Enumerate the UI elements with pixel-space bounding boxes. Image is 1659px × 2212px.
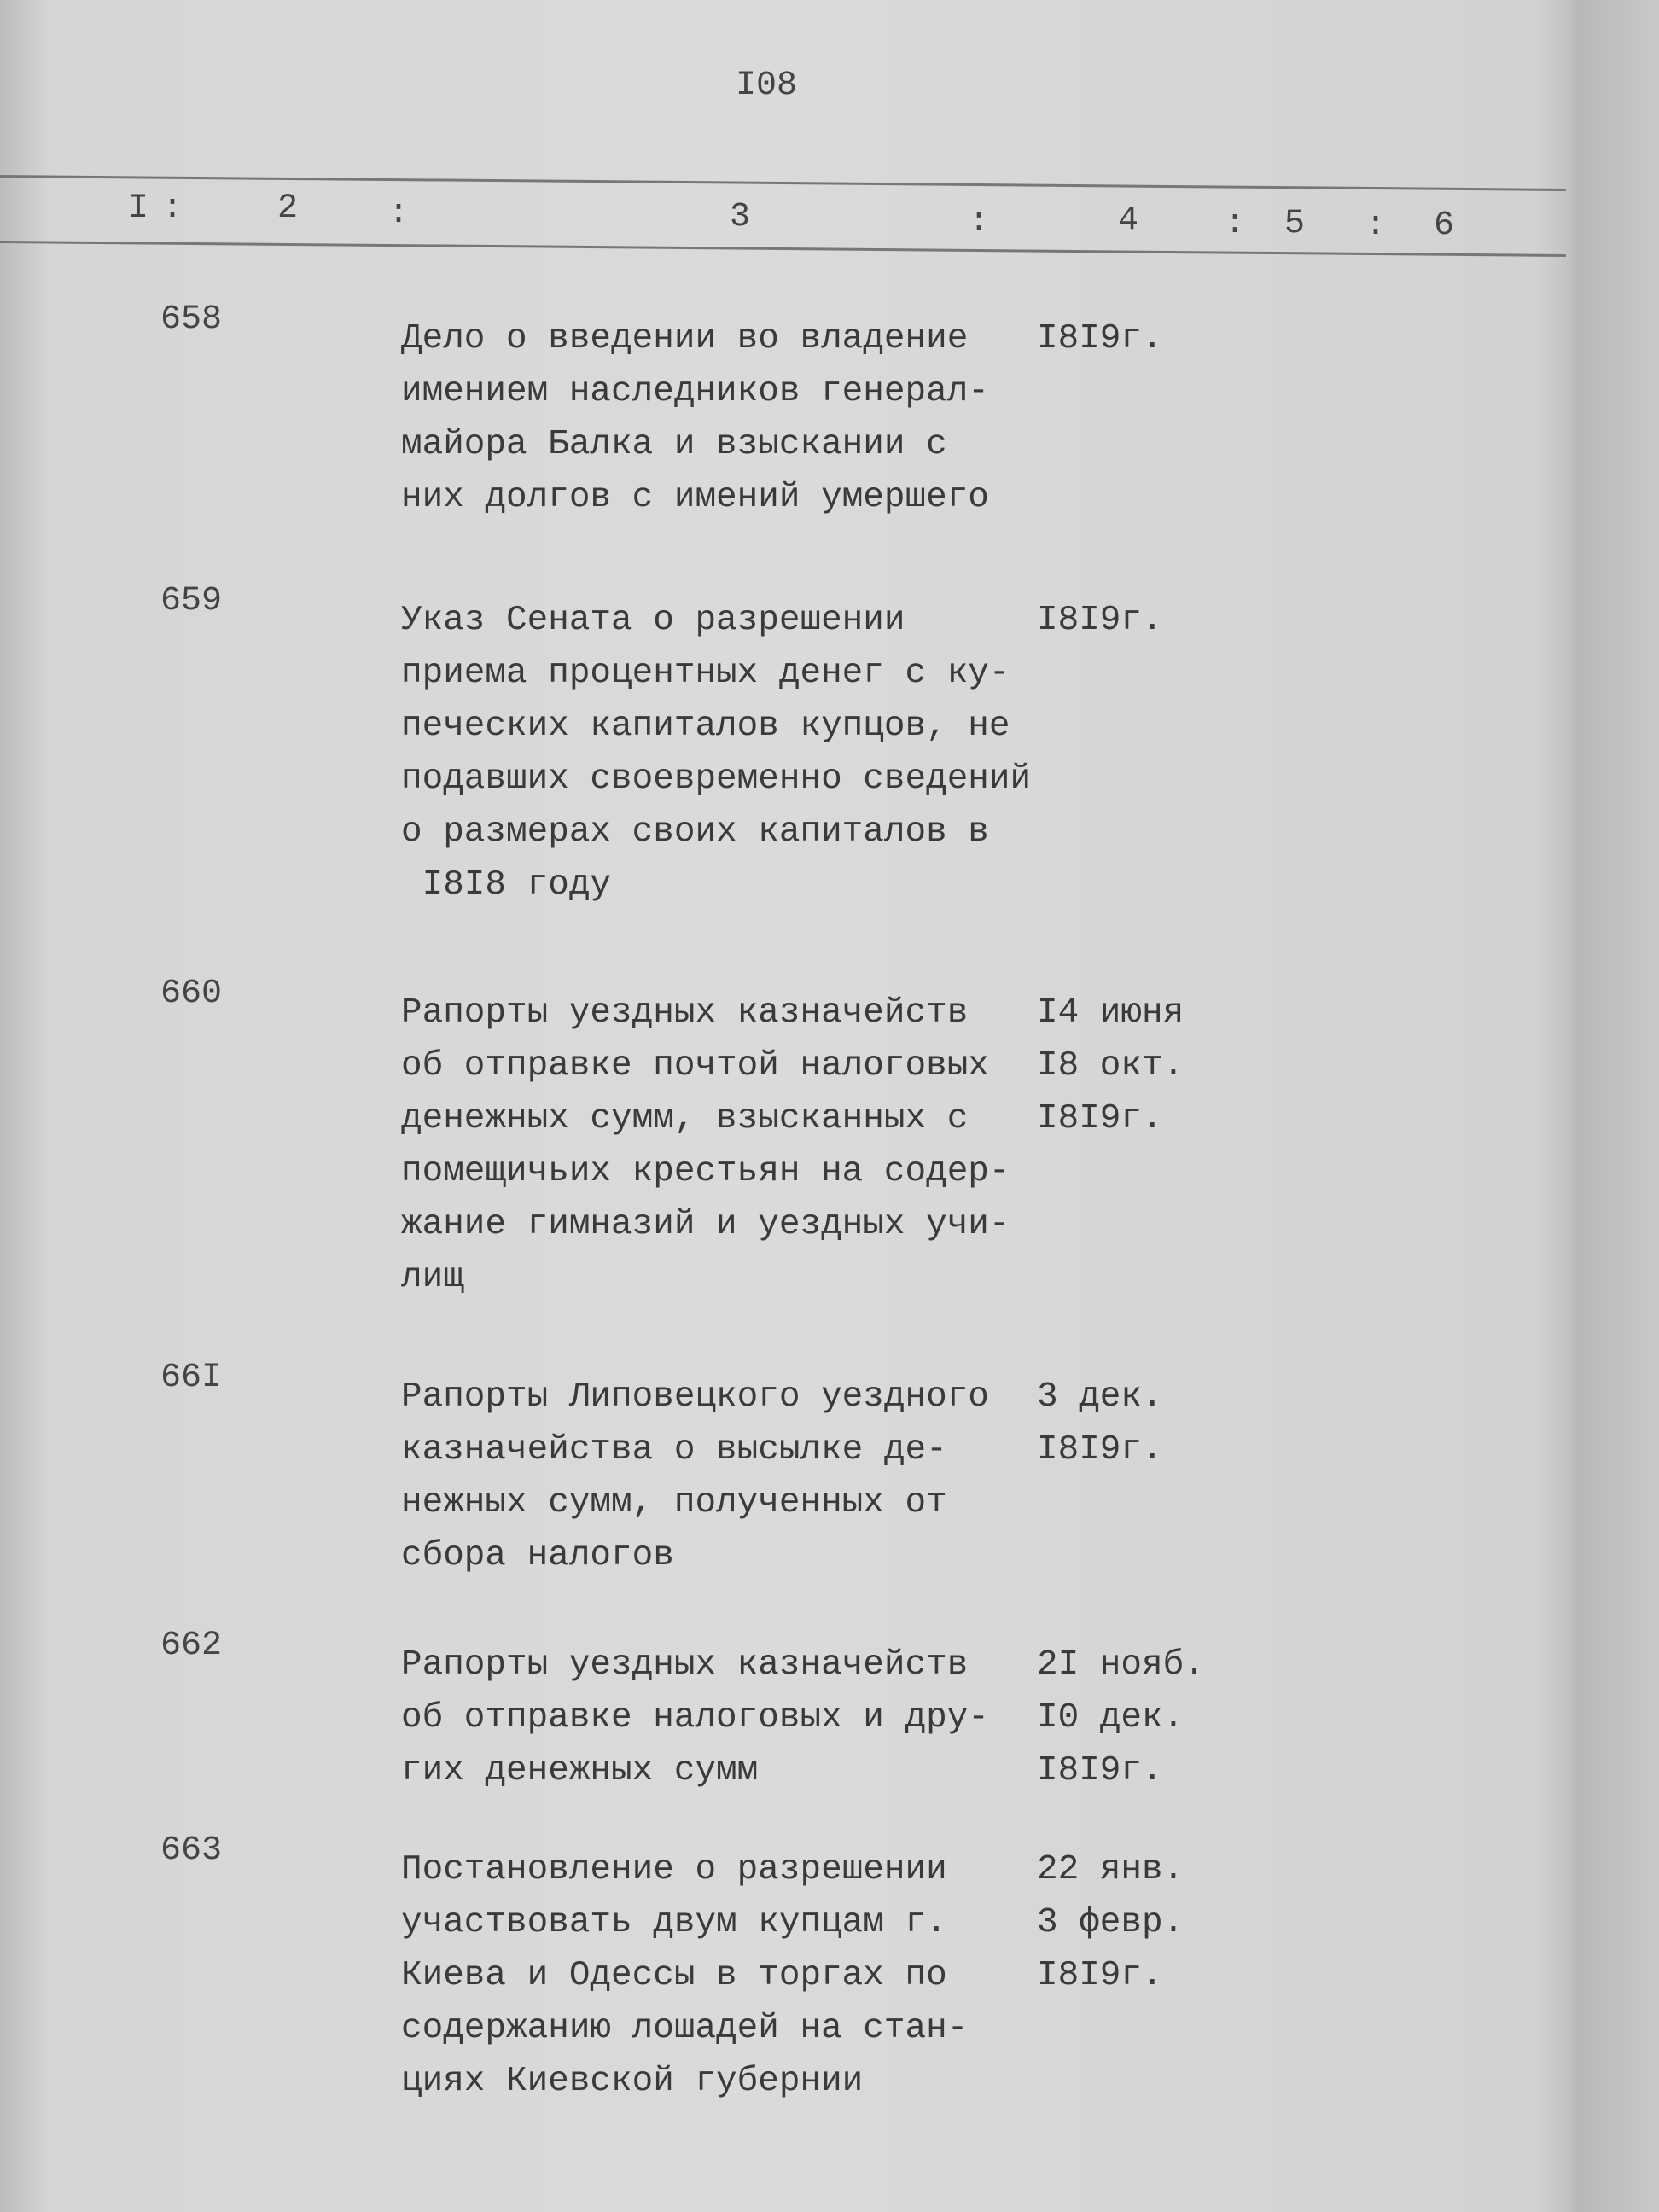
entry-date-line: I8 окт. — [1037, 1046, 1185, 1086]
entry-title-line: казначейства о высылке де- — [401, 1430, 947, 1470]
entry-title-line: нежных сумм, полученных от — [401, 1483, 947, 1522]
entry-title-line: печеских капиталов купцов, не — [401, 707, 1010, 746]
entry-date-line: I8I9г. — [1037, 601, 1163, 640]
header-top-rule — [0, 175, 1566, 191]
entry-title-line: имением наследников генерал- — [401, 372, 989, 411]
entry-dates — [1037, 1639, 1205, 1797]
entry-title-line: Указ Сената о разрешении — [401, 601, 905, 640]
entry-title-line: Дело о введении во владение — [401, 319, 969, 358]
entry-title-line: жание гимназий и уездных учи- — [401, 1205, 1010, 1244]
page-number: I08 — [736, 67, 798, 105]
entry-dates — [1037, 1371, 1163, 1476]
entry-title — [401, 594, 1031, 911]
entry-title — [401, 312, 989, 524]
entry-dates — [1037, 987, 1184, 1145]
entry-title — [401, 987, 1010, 1304]
column-header-3: 3 — [730, 198, 751, 236]
entry-title-line: майора Балка и взыскании с — [401, 425, 947, 464]
entry-number: 66I — [160, 1359, 223, 1397]
entry-date-line: I8I9г. — [1037, 1956, 1163, 1995]
column-header-1: I — [128, 189, 149, 228]
entry-title-line: Рапорты уездных казначейств — [401, 1645, 969, 1685]
entry-date-line: 3 февр. — [1037, 1903, 1185, 1942]
entry-dates — [1037, 594, 1163, 647]
entry-title — [401, 1371, 989, 1582]
column-header-2: 2 — [277, 189, 299, 228]
column-header-6: 6 — [1434, 207, 1455, 245]
entry-date-line: I8I9г. — [1037, 319, 1163, 358]
entry-date-line: I8I9г. — [1037, 1099, 1163, 1138]
column-separator: : — [1225, 205, 1246, 243]
entry-date-line: I8I9г. — [1037, 1751, 1163, 1790]
entry-dates — [1037, 312, 1163, 365]
column-header-5: 5 — [1284, 205, 1306, 243]
entry-number: 663 — [160, 1831, 223, 1870]
entry-title-line: циях Киевской губернии — [401, 2062, 864, 2101]
entry-number: 659 — [160, 582, 223, 620]
column-separator: : — [1365, 207, 1387, 245]
entry-date-line: 3 дек. — [1037, 1377, 1163, 1417]
entry-title-line: Постановление о разрешении — [401, 1850, 947, 1889]
column-header-4: 4 — [1118, 201, 1139, 240]
entry-title-line: Рапорты Липовецкого уездного — [401, 1377, 989, 1417]
entry-title-line: приема процентных денег с ку- — [401, 654, 1010, 693]
entry-title-line: I8I8 году — [401, 865, 612, 905]
entry-date-line: 22 янв. — [1037, 1850, 1185, 1889]
entry-title-line: денежных сумм, взысканных с — [401, 1099, 969, 1138]
entry-title-line: сбора налогов — [401, 1536, 674, 1575]
entry-title-line: содержанию лошадей на стан- — [401, 2009, 969, 2048]
header-bottom-rule — [0, 241, 1566, 257]
entry-number: 662 — [160, 1627, 223, 1665]
column-separator: : — [162, 189, 183, 228]
entry-title-line: подавших своевременно сведений — [401, 760, 1032, 799]
entry-title-line: гих денежных сумм — [401, 1751, 759, 1790]
entry-number: 658 — [160, 300, 223, 339]
entry-title — [401, 1843, 968, 2108]
entry-title-line: помещичьих крестьян на содер- — [401, 1152, 1010, 1191]
entry-date-line: I4 июня — [1037, 993, 1185, 1033]
entry-title — [401, 1639, 989, 1797]
entry-title-line: Киева и Одессы в торгах по — [401, 1956, 947, 1995]
entry-title-line: об отправке налоговых и дру- — [401, 1698, 989, 1738]
entry-number: 660 — [160, 975, 223, 1013]
entry-date-line: 2I нояб. — [1037, 1645, 1205, 1685]
entry-title-line: о размерах своих капиталов в — [401, 812, 989, 852]
entry-title-line: лищ — [401, 1258, 464, 1297]
entry-title-line: Рапорты уездных казначейств — [401, 993, 969, 1033]
column-separator: : — [388, 195, 410, 233]
entry-date-line: I8I9г. — [1037, 1430, 1163, 1470]
column-separator: : — [969, 203, 990, 242]
entry-dates — [1037, 1843, 1184, 2002]
entry-title-line: них долгов с имений умершего — [401, 478, 989, 517]
entry-title-line: участвовать двум купцам г. — [401, 1903, 947, 1942]
entry-title-line: об отправке почтой налоговых — [401, 1046, 989, 1086]
entry-date-line: I0 дек. — [1037, 1698, 1185, 1738]
